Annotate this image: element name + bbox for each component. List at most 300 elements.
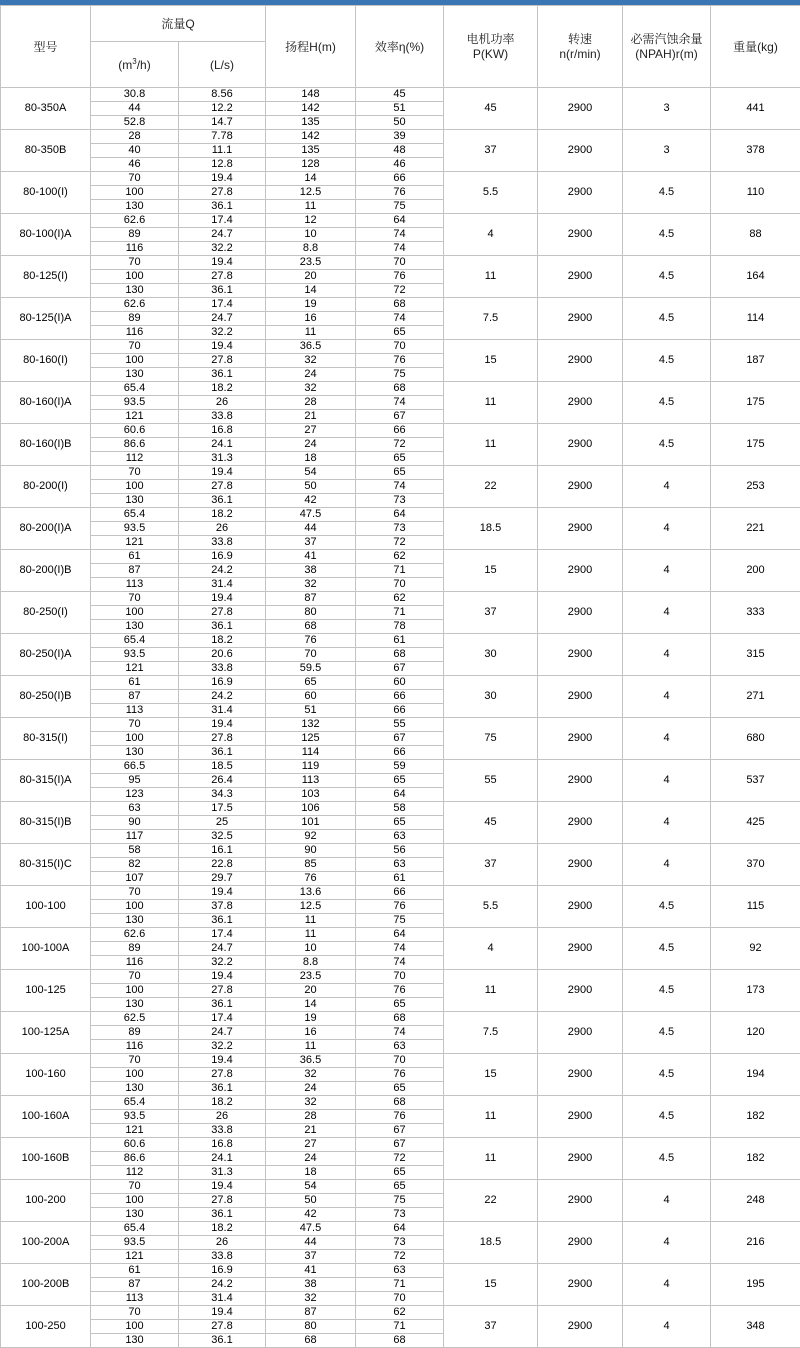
spec-row	[1, 550, 800, 564]
head-cell: 20	[266, 984, 356, 998]
flow-ls-cell: 18.2	[179, 634, 266, 648]
head-cell: 60	[266, 690, 356, 704]
flow-ls-cell: 16.9	[179, 550, 266, 564]
flow-ls-cell: 33.8	[179, 1250, 266, 1264]
spec-row	[1, 172, 800, 186]
flow-m3h-cell: 116	[91, 1040, 179, 1054]
speed-cell: 2900	[538, 634, 623, 676]
flow-ls-cell: 7.78	[179, 130, 266, 144]
flow-ls-cell: 16.1	[179, 844, 266, 858]
efficiency-cell: 73	[356, 522, 444, 536]
efficiency-cell: 67	[356, 410, 444, 424]
efficiency-cell: 64	[356, 508, 444, 522]
speed-cell: 2900	[538, 130, 623, 172]
model-cell: 80-250(I)B	[1, 676, 91, 718]
flow-m3h-cell: 70	[91, 886, 179, 900]
npsh-cell: 4	[623, 1222, 711, 1264]
head-cell: 41	[266, 1264, 356, 1278]
head-cell: 12.5	[266, 900, 356, 914]
head-cell: 20	[266, 270, 356, 284]
flow-m3h-cell: 65.4	[91, 1222, 179, 1236]
efficiency-cell: 68	[356, 648, 444, 662]
head-cell: 101	[266, 816, 356, 830]
head-cell: 128	[266, 158, 356, 172]
flow-m3h-cell: 62.6	[91, 928, 179, 942]
model-cell: 100-125A	[1, 1012, 91, 1054]
head-cell: 18	[266, 1166, 356, 1180]
model-cell: 80-160(I)	[1, 340, 91, 382]
power-cell: 15	[444, 340, 538, 382]
npsh-cell: 4	[623, 466, 711, 508]
flow-ls-cell: 26	[179, 396, 266, 410]
flow-m3h-cell: 70	[91, 718, 179, 732]
efficiency-cell: 71	[356, 606, 444, 620]
flow-m3h-cell: 65.4	[91, 508, 179, 522]
model-cell: 80-125(I)	[1, 256, 91, 298]
flow-m3h-cell: 121	[91, 536, 179, 550]
efficiency-cell: 78	[356, 620, 444, 634]
power-cell: 4	[444, 928, 538, 970]
efficiency-cell: 65	[356, 1166, 444, 1180]
power-cell: 18.5	[444, 1222, 538, 1264]
speed-cell: 2900	[538, 298, 623, 340]
head-cell: 90	[266, 844, 356, 858]
head-cell: 10	[266, 942, 356, 956]
efficiency-cell: 65	[356, 1180, 444, 1194]
efficiency-cell: 55	[356, 718, 444, 732]
npsh-cell: 4.5	[623, 214, 711, 256]
head-cell: 50	[266, 1194, 356, 1208]
model-cell: 80-250(I)A	[1, 634, 91, 676]
head-cell: 8.8	[266, 242, 356, 256]
efficiency-cell: 70	[356, 1292, 444, 1306]
model-cell: 100-160B	[1, 1138, 91, 1180]
speed-cell: 2900	[538, 592, 623, 634]
weight-cell: 115	[711, 886, 800, 928]
flow-m3h-cell: 30.8	[91, 88, 179, 102]
col-header-power-line1: 电机功率	[444, 32, 537, 47]
efficiency-cell: 62	[356, 1306, 444, 1320]
flow-ls-cell: 27.8	[179, 1320, 266, 1334]
model-cell: 80-315(I)C	[1, 844, 91, 886]
col-header-npsh-line2: (NPAH)r(m)	[623, 47, 710, 62]
col-header-npsh-line1: 必需汽蚀余量	[623, 32, 710, 47]
flow-m3h-cell: 63	[91, 802, 179, 816]
head-cell: 11	[266, 928, 356, 942]
flow-ls-cell: 27.8	[179, 732, 266, 746]
flow-m3h-cell: 100	[91, 1194, 179, 1208]
efficiency-cell: 74	[356, 480, 444, 494]
head-cell: 106	[266, 802, 356, 816]
npsh-cell: 4	[623, 718, 711, 760]
weight-cell: 182	[711, 1096, 800, 1138]
model-cell: 80-160(I)A	[1, 382, 91, 424]
head-cell: 76	[266, 872, 356, 886]
head-cell: 80	[266, 1320, 356, 1334]
head-cell: 23.5	[266, 970, 356, 984]
flow-unit-post: /h)	[137, 58, 151, 72]
efficiency-cell: 75	[356, 200, 444, 214]
efficiency-cell: 74	[356, 942, 444, 956]
efficiency-cell: 76	[356, 186, 444, 200]
efficiency-cell: 67	[356, 662, 444, 676]
efficiency-cell: 65	[356, 1082, 444, 1096]
head-cell: 21	[266, 1124, 356, 1138]
flow-m3h-cell: 86.6	[91, 438, 179, 452]
head-cell: 32	[266, 578, 356, 592]
efficiency-cell: 64	[356, 1222, 444, 1236]
efficiency-cell: 65	[356, 774, 444, 788]
efficiency-cell: 70	[356, 256, 444, 270]
speed-cell: 2900	[538, 214, 623, 256]
spec-row	[1, 676, 800, 690]
npsh-cell: 4	[623, 550, 711, 592]
flow-m3h-cell: 100	[91, 1068, 179, 1082]
efficiency-cell: 61	[356, 872, 444, 886]
efficiency-cell: 76	[356, 1068, 444, 1082]
flow-ls-cell: 29.7	[179, 872, 266, 886]
head-cell: 125	[266, 732, 356, 746]
flow-ls-cell: 27.8	[179, 186, 266, 200]
flow-ls-cell: 18.5	[179, 760, 266, 774]
head-cell: 65	[266, 676, 356, 690]
head-cell: 132	[266, 718, 356, 732]
flow-ls-cell: 19.4	[179, 340, 266, 354]
head-cell: 32	[266, 382, 356, 396]
flow-ls-cell: 24.7	[179, 1026, 266, 1040]
head-cell: 8.8	[266, 956, 356, 970]
flow-m3h-cell: 61	[91, 676, 179, 690]
efficiency-cell: 76	[356, 900, 444, 914]
pump-spec-table	[0, 5, 800, 1348]
model-cell: 80-315(I)A	[1, 760, 91, 802]
npsh-cell: 4.5	[623, 1012, 711, 1054]
flow-m3h-cell: 46	[91, 158, 179, 172]
efficiency-cell: 67	[356, 1138, 444, 1152]
weight-cell: 114	[711, 298, 800, 340]
speed-cell: 2900	[538, 844, 623, 886]
flow-m3h-cell: 100	[91, 480, 179, 494]
weight-cell: 216	[711, 1222, 800, 1264]
head-cell: 14	[266, 172, 356, 186]
flow-m3h-cell: 66.5	[91, 760, 179, 774]
model-cell: 100-100A	[1, 928, 91, 970]
flow-ls-cell: 20.6	[179, 648, 266, 662]
efficiency-cell: 68	[356, 382, 444, 396]
spec-table-body	[1, 88, 800, 1348]
flow-ls-cell: 31.4	[179, 1292, 266, 1306]
efficiency-cell: 65	[356, 326, 444, 340]
power-cell: 75	[444, 718, 538, 760]
col-header-speed-line2: n(r/min)	[538, 47, 622, 62]
speed-cell: 2900	[538, 466, 623, 508]
flow-m3h-cell: 61	[91, 550, 179, 564]
spec-row	[1, 844, 800, 858]
head-cell: 87	[266, 1306, 356, 1320]
spec-row	[1, 802, 800, 816]
head-cell: 44	[266, 522, 356, 536]
npsh-cell: 4.5	[623, 928, 711, 970]
flow-m3h-cell: 93.5	[91, 396, 179, 410]
efficiency-cell: 76	[356, 354, 444, 368]
head-cell: 12.5	[266, 186, 356, 200]
weight-cell: 680	[711, 718, 800, 760]
power-cell: 45	[444, 802, 538, 844]
weight-cell: 187	[711, 340, 800, 382]
efficiency-cell: 60	[356, 676, 444, 690]
flow-ls-cell: 19.4	[179, 256, 266, 270]
weight-cell: 221	[711, 508, 800, 550]
col-header-flow: 流量Q	[91, 6, 266, 42]
flow-ls-cell: 17.4	[179, 928, 266, 942]
model-cell: 80-315(I)B	[1, 802, 91, 844]
flow-ls-cell: 26.4	[179, 774, 266, 788]
flow-unit-sup: 3	[132, 57, 136, 66]
head-cell: 28	[266, 396, 356, 410]
efficiency-cell: 74	[356, 396, 444, 410]
npsh-cell: 4.5	[623, 424, 711, 466]
flow-m3h-cell: 89	[91, 228, 179, 242]
head-cell: 14	[266, 284, 356, 298]
npsh-cell: 3	[623, 88, 711, 130]
spec-row	[1, 1138, 800, 1152]
flow-ls-cell: 8.56	[179, 88, 266, 102]
efficiency-cell: 64	[356, 214, 444, 228]
col-header-model: 型号	[1, 6, 91, 88]
flow-m3h-cell: 130	[91, 200, 179, 214]
flow-ls-cell: 16.9	[179, 1264, 266, 1278]
flow-ls-cell: 18.2	[179, 1096, 266, 1110]
model-cell: 100-200A	[1, 1222, 91, 1264]
npsh-cell: 4.5	[623, 886, 711, 928]
table-header	[1, 6, 800, 88]
head-cell: 80	[266, 606, 356, 620]
flow-ls-cell: 31.3	[179, 452, 266, 466]
power-cell: 11	[444, 1138, 538, 1180]
weight-cell: 164	[711, 256, 800, 298]
head-cell: 37	[266, 536, 356, 550]
flow-m3h-cell: 61	[91, 1264, 179, 1278]
flow-ls-cell: 27.8	[179, 354, 266, 368]
speed-cell: 2900	[538, 1054, 623, 1096]
flow-ls-cell: 19.4	[179, 970, 266, 984]
speed-cell: 2900	[538, 760, 623, 802]
flow-ls-cell: 33.8	[179, 410, 266, 424]
efficiency-cell: 71	[356, 1278, 444, 1292]
flow-m3h-cell: 93.5	[91, 1236, 179, 1250]
efficiency-cell: 50	[356, 116, 444, 130]
head-cell: 36.5	[266, 340, 356, 354]
flow-unit-pre: (m	[118, 58, 132, 72]
efficiency-cell: 68	[356, 1096, 444, 1110]
flow-m3h-cell: 86.6	[91, 1152, 179, 1166]
npsh-cell: 4	[623, 1180, 711, 1222]
efficiency-cell: 75	[356, 368, 444, 382]
flow-ls-cell: 19.4	[179, 718, 266, 732]
spec-row	[1, 970, 800, 984]
efficiency-cell: 59	[356, 760, 444, 774]
power-cell: 5.5	[444, 886, 538, 928]
flow-m3h-cell: 100	[91, 606, 179, 620]
npsh-cell: 3	[623, 130, 711, 172]
npsh-cell: 4.5	[623, 1096, 711, 1138]
head-cell: 11	[266, 914, 356, 928]
spec-row	[1, 718, 800, 732]
spec-row	[1, 592, 800, 606]
flow-m3h-cell: 70	[91, 256, 179, 270]
efficiency-cell: 63	[356, 858, 444, 872]
flow-ls-cell: 18.2	[179, 1222, 266, 1236]
flow-ls-cell: 19.4	[179, 592, 266, 606]
flow-ls-cell: 26	[179, 1110, 266, 1124]
efficiency-cell: 65	[356, 998, 444, 1012]
speed-cell: 2900	[538, 886, 623, 928]
flow-ls-cell: 32.2	[179, 1040, 266, 1054]
flow-m3h-cell: 130	[91, 368, 179, 382]
flow-ls-cell: 19.4	[179, 1306, 266, 1320]
flow-ls-cell: 24.7	[179, 228, 266, 242]
power-cell: 45	[444, 88, 538, 130]
flow-ls-cell: 36.1	[179, 998, 266, 1012]
efficiency-cell: 74	[356, 956, 444, 970]
head-cell: 21	[266, 410, 356, 424]
npsh-cell: 4.5	[623, 1138, 711, 1180]
weight-cell: 120	[711, 1012, 800, 1054]
flow-ls-cell: 27.8	[179, 606, 266, 620]
efficiency-cell: 73	[356, 494, 444, 508]
head-cell: 24	[266, 368, 356, 382]
weight-cell: 173	[711, 970, 800, 1012]
spec-row	[1, 214, 800, 228]
npsh-cell: 4.5	[623, 340, 711, 382]
head-cell: 11	[266, 326, 356, 340]
spec-row	[1, 1306, 800, 1320]
weight-cell: 194	[711, 1054, 800, 1096]
flow-m3h-cell: 90	[91, 816, 179, 830]
flow-m3h-cell: 70	[91, 1054, 179, 1068]
spec-row	[1, 88, 800, 102]
flow-m3h-cell: 113	[91, 704, 179, 718]
npsh-cell: 4.5	[623, 256, 711, 298]
head-cell: 27	[266, 424, 356, 438]
model-cell: 100-100	[1, 886, 91, 928]
npsh-cell: 4	[623, 844, 711, 886]
model-cell: 80-315(I)	[1, 718, 91, 760]
flow-m3h-cell: 89	[91, 312, 179, 326]
power-cell: 22	[444, 1180, 538, 1222]
col-header-npsh	[623, 6, 711, 88]
spec-row	[1, 424, 800, 438]
efficiency-cell: 58	[356, 802, 444, 816]
efficiency-cell: 48	[356, 144, 444, 158]
efficiency-cell: 64	[356, 788, 444, 802]
model-cell: 100-160A	[1, 1096, 91, 1138]
flow-m3h-cell: 121	[91, 410, 179, 424]
spec-row	[1, 256, 800, 270]
efficiency-cell: 74	[356, 242, 444, 256]
flow-m3h-cell: 113	[91, 1292, 179, 1306]
head-cell: 24	[266, 1152, 356, 1166]
speed-cell: 2900	[538, 1222, 623, 1264]
flow-m3h-cell: 130	[91, 914, 179, 928]
npsh-cell: 4	[623, 676, 711, 718]
flow-ls-cell: 36.1	[179, 1082, 266, 1096]
speed-cell: 2900	[538, 928, 623, 970]
weight-cell: 88	[711, 214, 800, 256]
head-cell: 27	[266, 1138, 356, 1152]
flow-ls-cell: 24.2	[179, 564, 266, 578]
flow-m3h-cell: 130	[91, 1082, 179, 1096]
spec-row	[1, 1264, 800, 1278]
spec-row	[1, 298, 800, 312]
npsh-cell: 4.5	[623, 382, 711, 424]
speed-cell: 2900	[538, 88, 623, 130]
speed-cell: 2900	[538, 676, 623, 718]
model-cell: 80-200(I)	[1, 466, 91, 508]
flow-m3h-cell: 93.5	[91, 1110, 179, 1124]
efficiency-cell: 67	[356, 732, 444, 746]
efficiency-cell: 39	[356, 130, 444, 144]
flow-m3h-cell: 70	[91, 970, 179, 984]
efficiency-cell: 72	[356, 1152, 444, 1166]
flow-ls-cell: 27.8	[179, 270, 266, 284]
model-cell: 100-200B	[1, 1264, 91, 1306]
efficiency-cell: 66	[356, 886, 444, 900]
flow-ls-cell: 32.2	[179, 242, 266, 256]
flow-m3h-cell: 107	[91, 872, 179, 886]
flow-m3h-cell: 87	[91, 690, 179, 704]
speed-cell: 2900	[538, 1138, 623, 1180]
flow-ls-cell: 17.4	[179, 214, 266, 228]
flow-m3h-cell: 70	[91, 466, 179, 480]
head-cell: 42	[266, 494, 356, 508]
head-cell: 54	[266, 1180, 356, 1194]
flow-m3h-cell: 62.5	[91, 1012, 179, 1026]
speed-cell: 2900	[538, 1096, 623, 1138]
head-cell: 10	[266, 228, 356, 242]
power-cell: 11	[444, 970, 538, 1012]
head-cell: 148	[266, 88, 356, 102]
flow-m3h-cell: 130	[91, 284, 179, 298]
flow-m3h-cell: 121	[91, 1124, 179, 1138]
flow-m3h-cell: 70	[91, 1306, 179, 1320]
flow-ls-cell: 17.4	[179, 1012, 266, 1026]
efficiency-cell: 75	[356, 1194, 444, 1208]
npsh-cell: 4.5	[623, 970, 711, 1012]
head-cell: 13.6	[266, 886, 356, 900]
power-cell: 11	[444, 256, 538, 298]
flow-ls-cell: 18.2	[179, 382, 266, 396]
efficiency-cell: 72	[356, 1250, 444, 1264]
efficiency-cell: 61	[356, 634, 444, 648]
weight-cell: 195	[711, 1264, 800, 1306]
power-cell: 5.5	[444, 172, 538, 214]
flow-m3h-cell: 100	[91, 1320, 179, 1334]
efficiency-cell: 45	[356, 88, 444, 102]
efficiency-cell: 72	[356, 284, 444, 298]
speed-cell: 2900	[538, 550, 623, 592]
flow-ls-cell: 27.8	[179, 984, 266, 998]
efficiency-cell: 65	[356, 452, 444, 466]
col-header-speed-line1: 转速	[538, 32, 622, 47]
spec-row	[1, 1054, 800, 1068]
flow-m3h-cell: 95	[91, 774, 179, 788]
flow-ls-cell: 31.4	[179, 578, 266, 592]
flow-ls-cell: 24.1	[179, 1152, 266, 1166]
head-cell: 32	[266, 1068, 356, 1082]
speed-cell: 2900	[538, 718, 623, 760]
head-cell: 50	[266, 480, 356, 494]
